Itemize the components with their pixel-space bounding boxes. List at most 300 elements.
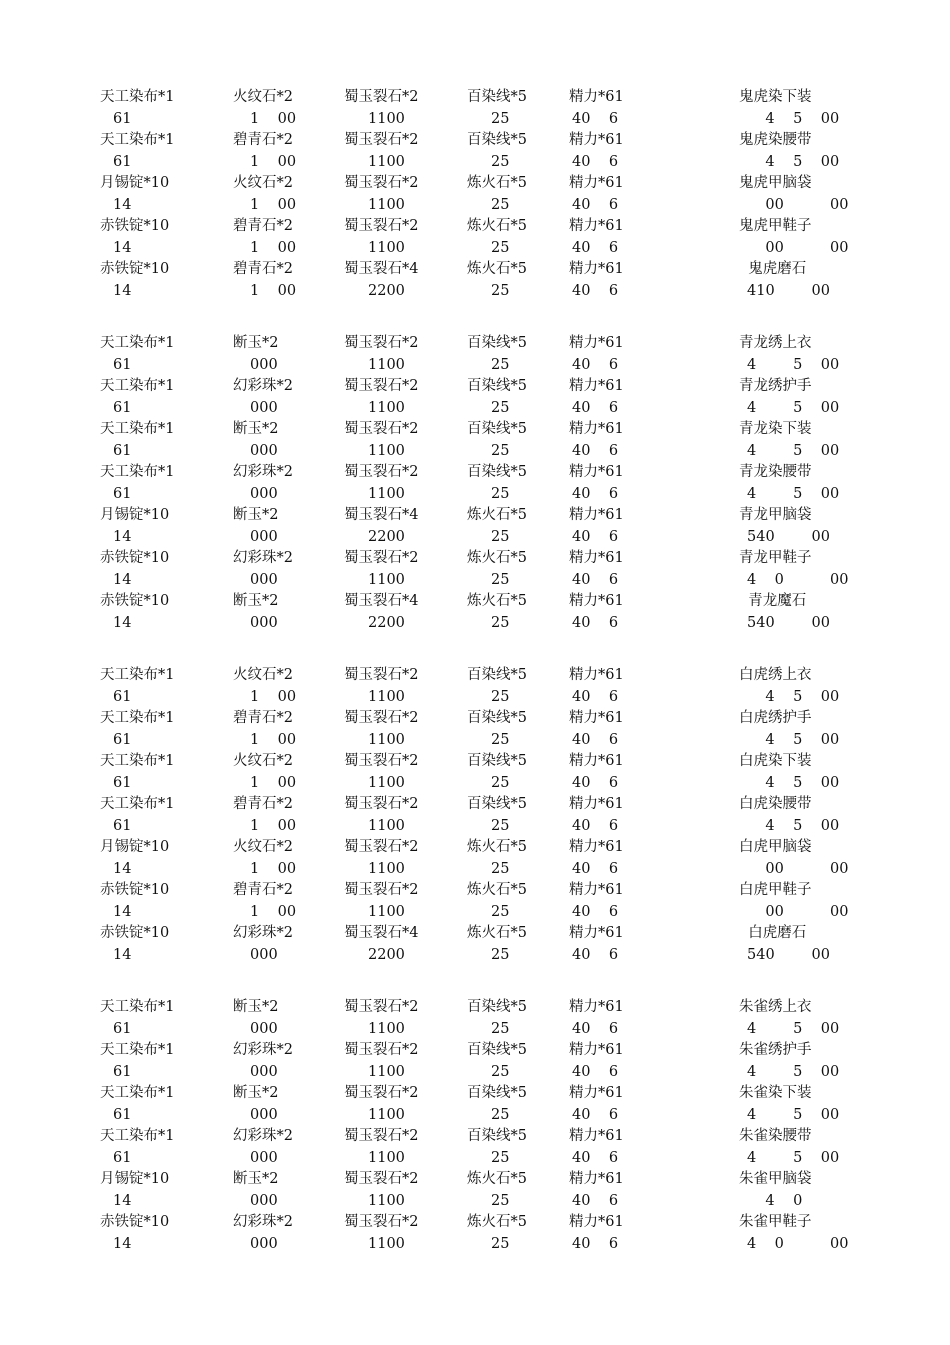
item-name-value: 4 5 00 xyxy=(747,399,840,416)
material-3-value: 1100 xyxy=(368,239,405,256)
energy-cost-label: 精力*61 xyxy=(569,999,624,1015)
material-1-label: 赤铁锭*10 xyxy=(100,261,170,277)
material-4-value: 25 xyxy=(491,571,510,588)
material-3-label: 蜀玉裂石*2 xyxy=(344,421,419,437)
item-name-value: 4 5 00 xyxy=(747,110,840,127)
material-1-label: 天工染布*1 xyxy=(100,667,175,683)
material-1-label: 天工染布*1 xyxy=(100,335,175,351)
material-4-value: 25 xyxy=(491,282,510,299)
recipe-row xyxy=(0,216,950,259)
material-3-value: 1100 xyxy=(368,196,405,213)
material-3-label: 蜀玉裂石*2 xyxy=(344,1214,419,1230)
material-2-label: 幻彩珠*2 xyxy=(233,1128,293,1144)
energy-cost-value: 40 6 xyxy=(572,485,619,502)
energy-cost-label: 精力*61 xyxy=(569,132,624,148)
energy-cost-label: 精力*61 xyxy=(569,882,624,898)
material-1-label: 赤铁锭*10 xyxy=(100,593,170,609)
material-1-label: 天工染布*1 xyxy=(100,753,175,769)
recipe-row xyxy=(0,505,950,548)
material-1-label: 天工染布*1 xyxy=(100,1128,175,1144)
document-page xyxy=(0,87,950,1286)
material-1-value: 14 xyxy=(113,1235,132,1252)
material-2-value: 1 00 xyxy=(250,903,297,920)
material-1-value: 14 xyxy=(113,571,132,588)
material-3-value: 1100 xyxy=(368,1020,405,1037)
material-4-label: 百染线*5 xyxy=(467,421,527,437)
material-2-label: 火纹石*2 xyxy=(233,667,293,683)
energy-cost-value: 40 6 xyxy=(572,946,619,963)
energy-cost-value: 40 6 xyxy=(572,1063,619,1080)
item-name-value: 00 00 xyxy=(747,903,849,920)
material-2-value: 000 xyxy=(250,571,278,588)
item-name-label: 青龙染下装 xyxy=(739,421,812,437)
material-3-label: 蜀玉裂石*4 xyxy=(344,593,419,609)
recipe-row xyxy=(0,173,950,216)
energy-cost-label: 精力*61 xyxy=(569,421,624,437)
material-4-label: 百染线*5 xyxy=(467,464,527,480)
recipe-row xyxy=(0,419,950,462)
material-2-value: 1 00 xyxy=(250,196,297,213)
energy-cost-label: 精力*61 xyxy=(569,593,624,609)
item-name-value: 4 5 00 xyxy=(747,485,840,502)
material-4-value: 25 xyxy=(491,153,510,170)
energy-cost-label: 精力*61 xyxy=(569,796,624,812)
item-name-label: 朱雀染腰带 xyxy=(739,1128,812,1144)
material-4-value: 25 xyxy=(491,946,510,963)
material-1-value: 61 xyxy=(113,110,132,127)
item-name-value: 540 00 xyxy=(747,614,830,631)
item-name-value: 410 00 xyxy=(747,282,830,299)
material-3-label: 蜀玉裂石*2 xyxy=(344,999,419,1015)
material-2-value: 000 xyxy=(250,614,278,631)
material-3-value: 1100 xyxy=(368,817,405,834)
material-2-value: 1 00 xyxy=(250,239,297,256)
material-2-value: 000 xyxy=(250,1149,278,1166)
material-4-label: 百染线*5 xyxy=(467,132,527,148)
material-3-value: 1100 xyxy=(368,153,405,170)
material-3-value: 1100 xyxy=(368,1063,405,1080)
recipe-row xyxy=(0,665,950,708)
item-name-value: 00 00 xyxy=(747,196,849,213)
material-3-label: 蜀玉裂石*2 xyxy=(344,796,419,812)
material-4-value: 25 xyxy=(491,1020,510,1037)
material-3-value: 1100 xyxy=(368,485,405,502)
material-1-value: 61 xyxy=(113,688,132,705)
material-1-value: 61 xyxy=(113,774,132,791)
material-2-value: 000 xyxy=(250,1106,278,1123)
material-2-label: 断玉*2 xyxy=(233,335,279,351)
material-2-label: 碧青石*2 xyxy=(233,132,293,148)
material-2-label: 断玉*2 xyxy=(233,1171,279,1187)
material-4-value: 25 xyxy=(491,1149,510,1166)
material-1-value: 14 xyxy=(113,239,132,256)
material-3-label: 蜀玉裂石*4 xyxy=(344,925,419,941)
energy-cost-label: 精力*61 xyxy=(569,261,624,277)
material-3-label: 蜀玉裂石*2 xyxy=(344,218,419,234)
material-4-value: 25 xyxy=(491,688,510,705)
material-1-value: 14 xyxy=(113,1192,132,1209)
energy-cost-value: 40 6 xyxy=(572,860,619,877)
material-4-value: 25 xyxy=(491,528,510,545)
material-1-label: 赤铁锭*10 xyxy=(100,1214,170,1230)
item-name-label: 白虎染下装 xyxy=(739,753,812,769)
energy-cost-value: 40 6 xyxy=(572,356,619,373)
material-1-label: 天工染布*1 xyxy=(100,710,175,726)
material-2-label: 幻彩珠*2 xyxy=(233,1042,293,1058)
item-name-label: 青龙甲鞋子 xyxy=(739,550,812,566)
material-2-label: 幻彩珠*2 xyxy=(233,1214,293,1230)
item-name-label: 青龙绣上衣 xyxy=(739,335,812,351)
recipe-group xyxy=(0,665,950,966)
energy-cost-value: 40 6 xyxy=(572,774,619,791)
material-1-value: 14 xyxy=(113,528,132,545)
item-name-value: 4 0 00 xyxy=(747,1235,849,1252)
energy-cost-label: 精力*61 xyxy=(569,1171,624,1187)
material-2-label: 断玉*2 xyxy=(233,1085,279,1101)
material-1-value: 14 xyxy=(113,614,132,631)
item-name-label: 朱雀染下装 xyxy=(739,1085,812,1101)
material-2-label: 断玉*2 xyxy=(233,507,279,523)
energy-cost-label: 精力*61 xyxy=(569,378,624,394)
material-2-value: 000 xyxy=(250,485,278,502)
material-3-label: 蜀玉裂石*2 xyxy=(344,882,419,898)
material-4-label: 炼火石*5 xyxy=(467,1214,527,1230)
energy-cost-value: 40 6 xyxy=(572,1149,619,1166)
material-2-value: 000 xyxy=(250,399,278,416)
material-2-value: 1 00 xyxy=(250,774,297,791)
material-4-value: 25 xyxy=(491,1063,510,1080)
material-4-label: 百染线*5 xyxy=(467,89,527,105)
material-4-value: 25 xyxy=(491,239,510,256)
item-name-value: 4 5 00 xyxy=(747,356,840,373)
material-3-value: 1100 xyxy=(368,688,405,705)
material-4-value: 25 xyxy=(491,442,510,459)
energy-cost-label: 精力*61 xyxy=(569,753,624,769)
material-1-label: 天工染布*1 xyxy=(100,378,175,394)
material-2-label: 碧青石*2 xyxy=(233,796,293,812)
material-4-label: 炼火石*5 xyxy=(467,175,527,191)
energy-cost-value: 40 6 xyxy=(572,1106,619,1123)
energy-cost-label: 精力*61 xyxy=(569,1214,624,1230)
material-2-label: 火纹石*2 xyxy=(233,175,293,191)
energy-cost-value: 40 6 xyxy=(572,903,619,920)
material-1-label: 月锡锭*10 xyxy=(100,175,170,191)
material-2-value: 1 00 xyxy=(250,688,297,705)
recipe-row xyxy=(0,751,950,794)
material-1-value: 61 xyxy=(113,817,132,834)
recipe-group xyxy=(0,333,950,634)
energy-cost-value: 40 6 xyxy=(572,196,619,213)
material-4-label: 百染线*5 xyxy=(467,667,527,683)
material-1-label: 月锡锭*10 xyxy=(100,507,170,523)
item-name-label: 青龙绣护手 xyxy=(739,378,812,394)
energy-cost-label: 精力*61 xyxy=(569,550,624,566)
item-name-value: 4 5 00 xyxy=(747,1020,840,1037)
energy-cost-value: 40 6 xyxy=(572,1235,619,1252)
energy-cost-value: 40 6 xyxy=(572,571,619,588)
material-2-label: 火纹石*2 xyxy=(233,753,293,769)
energy-cost-value: 40 6 xyxy=(572,528,619,545)
item-name-label: 鬼虎甲脑袋 xyxy=(739,175,812,191)
material-3-value: 1100 xyxy=(368,1192,405,1209)
material-2-value: 000 xyxy=(250,442,278,459)
recipe-group xyxy=(0,997,950,1255)
material-1-value: 14 xyxy=(113,946,132,963)
recipe-row xyxy=(0,997,950,1040)
material-2-value: 1 00 xyxy=(250,817,297,834)
item-name-label: 白虎甲脑袋 xyxy=(739,839,812,855)
material-4-value: 25 xyxy=(491,774,510,791)
material-1-label: 天工染布*1 xyxy=(100,421,175,437)
material-2-label: 幻彩珠*2 xyxy=(233,925,293,941)
material-3-value: 1100 xyxy=(368,903,405,920)
energy-cost-value: 40 6 xyxy=(572,110,619,127)
material-4-label: 百染线*5 xyxy=(467,1042,527,1058)
material-2-label: 幻彩珠*2 xyxy=(233,550,293,566)
material-4-label: 炼火石*5 xyxy=(467,507,527,523)
material-3-label: 蜀玉裂石*2 xyxy=(344,710,419,726)
recipe-row xyxy=(0,591,950,634)
energy-cost-label: 精力*61 xyxy=(569,667,624,683)
material-3-label: 蜀玉裂石*2 xyxy=(344,335,419,351)
energy-cost-label: 精力*61 xyxy=(569,335,624,351)
recipe-row xyxy=(0,333,950,376)
material-2-label: 断玉*2 xyxy=(233,421,279,437)
energy-cost-value: 40 6 xyxy=(572,153,619,170)
material-2-label: 碧青石*2 xyxy=(233,218,293,234)
material-2-value: 000 xyxy=(250,1063,278,1080)
item-name-label: 白虎绣护手 xyxy=(739,710,812,726)
item-name-value: 4 5 00 xyxy=(747,1106,840,1123)
item-name-label: 鬼虎磨石 xyxy=(739,261,807,277)
energy-cost-value: 40 6 xyxy=(572,282,619,299)
item-name-label: 青龙甲脑袋 xyxy=(739,507,812,523)
material-3-value: 2200 xyxy=(368,946,405,963)
material-3-value: 1100 xyxy=(368,356,405,373)
energy-cost-label: 精力*61 xyxy=(569,925,624,941)
material-2-label: 碧青石*2 xyxy=(233,261,293,277)
material-1-value: 61 xyxy=(113,1020,132,1037)
material-4-label: 炼火石*5 xyxy=(467,550,527,566)
material-3-label: 蜀玉裂石*4 xyxy=(344,261,419,277)
material-2-label: 火纹石*2 xyxy=(233,839,293,855)
recipe-row xyxy=(0,548,950,591)
energy-cost-label: 精力*61 xyxy=(569,175,624,191)
recipe-row xyxy=(0,708,950,751)
energy-cost-value: 40 6 xyxy=(572,1020,619,1037)
material-1-label: 天工染布*1 xyxy=(100,796,175,812)
material-4-value: 25 xyxy=(491,817,510,834)
material-4-label: 炼火石*5 xyxy=(467,261,527,277)
material-4-label: 百染线*5 xyxy=(467,378,527,394)
energy-cost-label: 精力*61 xyxy=(569,1042,624,1058)
item-name-value: 4 0 00 xyxy=(747,571,849,588)
item-name-value: 540 00 xyxy=(747,946,830,963)
item-name-value: 4 5 00 xyxy=(747,442,840,459)
material-3-value: 1100 xyxy=(368,571,405,588)
material-2-value: 000 xyxy=(250,356,278,373)
item-name-value: 4 5 00 xyxy=(747,817,840,834)
material-4-value: 25 xyxy=(491,903,510,920)
energy-cost-label: 精力*61 xyxy=(569,218,624,234)
material-2-value: 000 xyxy=(250,946,278,963)
material-3-label: 蜀玉裂石*2 xyxy=(344,1171,419,1187)
material-3-value: 1100 xyxy=(368,860,405,877)
material-1-label: 天工染布*1 xyxy=(100,89,175,105)
item-name-label: 鬼虎染下装 xyxy=(739,89,812,105)
material-2-label: 断玉*2 xyxy=(233,593,279,609)
energy-cost-label: 精力*61 xyxy=(569,710,624,726)
material-3-value: 1100 xyxy=(368,1149,405,1166)
material-3-label: 蜀玉裂石*2 xyxy=(344,89,419,105)
material-1-value: 14 xyxy=(113,860,132,877)
energy-cost-value: 40 6 xyxy=(572,1192,619,1209)
item-name-label: 朱雀绣上衣 xyxy=(739,999,812,1015)
material-1-label: 赤铁锭*10 xyxy=(100,218,170,234)
material-3-value: 1100 xyxy=(368,442,405,459)
material-2-label: 碧青石*2 xyxy=(233,882,293,898)
material-1-label: 天工染布*1 xyxy=(100,1085,175,1101)
material-4-label: 炼火石*5 xyxy=(467,218,527,234)
item-name-label: 青龙染腰带 xyxy=(739,464,812,480)
energy-cost-value: 40 6 xyxy=(572,399,619,416)
material-3-label: 蜀玉裂石*2 xyxy=(344,1128,419,1144)
material-2-value: 1 00 xyxy=(250,282,297,299)
recipe-row xyxy=(0,1040,950,1083)
material-4-label: 百染线*5 xyxy=(467,1085,527,1101)
material-4-value: 25 xyxy=(491,356,510,373)
material-1-label: 赤铁锭*10 xyxy=(100,925,170,941)
material-4-label: 百染线*5 xyxy=(467,999,527,1015)
material-3-value: 1100 xyxy=(368,731,405,748)
material-2-label: 碧青石*2 xyxy=(233,710,293,726)
material-2-value: 1 00 xyxy=(250,153,297,170)
material-2-label: 幻彩珠*2 xyxy=(233,378,293,394)
material-1-value: 61 xyxy=(113,399,132,416)
item-name-value: 4 5 00 xyxy=(747,153,840,170)
material-3-label: 蜀玉裂石*2 xyxy=(344,753,419,769)
material-3-label: 蜀玉裂石*2 xyxy=(344,839,419,855)
material-4-value: 25 xyxy=(491,485,510,502)
material-4-value: 25 xyxy=(491,110,510,127)
material-3-value: 1100 xyxy=(368,110,405,127)
energy-cost-label: 精力*61 xyxy=(569,839,624,855)
material-4-label: 百染线*5 xyxy=(467,753,527,769)
material-4-value: 25 xyxy=(491,196,510,213)
recipe-group xyxy=(0,87,950,302)
material-1-value: 14 xyxy=(113,196,132,213)
item-name-label: 白虎磨石 xyxy=(739,925,807,941)
material-3-label: 蜀玉裂石*2 xyxy=(344,1085,419,1101)
recipe-row xyxy=(0,130,950,173)
item-name-label: 白虎甲鞋子 xyxy=(739,882,812,898)
material-4-value: 25 xyxy=(491,731,510,748)
material-2-value: 000 xyxy=(250,1192,278,1209)
material-2-label: 断玉*2 xyxy=(233,999,279,1015)
energy-cost-label: 精力*61 xyxy=(569,464,624,480)
energy-cost-value: 40 6 xyxy=(572,731,619,748)
recipe-row xyxy=(0,259,950,302)
material-1-value: 61 xyxy=(113,1106,132,1123)
material-1-label: 天工染布*1 xyxy=(100,132,175,148)
material-1-value: 61 xyxy=(113,731,132,748)
material-4-label: 炼火石*5 xyxy=(467,593,527,609)
material-4-label: 炼火石*5 xyxy=(467,925,527,941)
material-1-value: 61 xyxy=(113,442,132,459)
item-name-label: 朱雀绣护手 xyxy=(739,1042,812,1058)
item-name-label: 青龙魔石 xyxy=(739,593,807,609)
material-3-label: 蜀玉裂石*2 xyxy=(344,1042,419,1058)
material-2-value: 000 xyxy=(250,528,278,545)
material-4-value: 25 xyxy=(491,399,510,416)
material-3-label: 蜀玉裂石*2 xyxy=(344,464,419,480)
item-name-label: 鬼虎染腰带 xyxy=(739,132,812,148)
material-1-value: 61 xyxy=(113,485,132,502)
material-2-value: 1 00 xyxy=(250,731,297,748)
material-4-label: 百染线*5 xyxy=(467,710,527,726)
material-2-value: 1 00 xyxy=(250,110,297,127)
material-1-label: 月锡锭*10 xyxy=(100,1171,170,1187)
item-name-label: 白虎绣上衣 xyxy=(739,667,812,683)
recipe-row xyxy=(0,880,950,923)
energy-cost-value: 40 6 xyxy=(572,442,619,459)
item-name-value: 540 00 xyxy=(747,528,830,545)
material-1-label: 赤铁锭*10 xyxy=(100,550,170,566)
item-name-value: 4 5 00 xyxy=(747,774,840,791)
material-1-label: 天工染布*1 xyxy=(100,464,175,480)
material-1-value: 61 xyxy=(113,1063,132,1080)
energy-cost-label: 精力*61 xyxy=(569,89,624,105)
material-1-label: 赤铁锭*10 xyxy=(100,882,170,898)
recipe-row xyxy=(0,837,950,880)
material-3-label: 蜀玉裂石*4 xyxy=(344,507,419,523)
item-name-value: 4 0 xyxy=(747,1192,803,1209)
item-name-value: 4 5 00 xyxy=(747,1063,840,1080)
material-3-value: 2200 xyxy=(368,528,405,545)
item-name-value: 4 5 00 xyxy=(747,688,840,705)
item-name-label: 白虎染腰带 xyxy=(739,796,812,812)
recipe-row xyxy=(0,376,950,419)
item-name-value: 00 00 xyxy=(747,239,849,256)
recipe-row xyxy=(0,1083,950,1126)
material-3-label: 蜀玉裂石*2 xyxy=(344,550,419,566)
material-3-label: 蜀玉裂石*2 xyxy=(344,378,419,394)
item-name-value: 00 00 xyxy=(747,860,849,877)
recipe-row xyxy=(0,923,950,966)
energy-cost-label: 精力*61 xyxy=(569,1085,624,1101)
material-4-label: 百染线*5 xyxy=(467,796,527,812)
material-1-value: 14 xyxy=(113,282,132,299)
energy-cost-value: 40 6 xyxy=(572,239,619,256)
material-4-value: 25 xyxy=(491,614,510,631)
item-name-value: 4 5 00 xyxy=(747,1149,840,1166)
material-1-value: 61 xyxy=(113,356,132,373)
energy-cost-value: 40 6 xyxy=(572,614,619,631)
material-2-label: 火纹石*2 xyxy=(233,89,293,105)
item-name-label: 朱雀甲鞋子 xyxy=(739,1214,812,1230)
recipe-row xyxy=(0,794,950,837)
material-3-label: 蜀玉裂石*2 xyxy=(344,175,419,191)
material-2-value: 1 00 xyxy=(250,860,297,877)
material-3-value: 1100 xyxy=(368,1106,405,1123)
energy-cost-label: 精力*61 xyxy=(569,507,624,523)
material-4-value: 25 xyxy=(491,860,510,877)
item-name-value: 4 5 00 xyxy=(747,731,840,748)
material-4-value: 25 xyxy=(491,1106,510,1123)
material-3-value: 1100 xyxy=(368,399,405,416)
material-3-label: 蜀玉裂石*2 xyxy=(344,667,419,683)
recipe-row xyxy=(0,462,950,505)
